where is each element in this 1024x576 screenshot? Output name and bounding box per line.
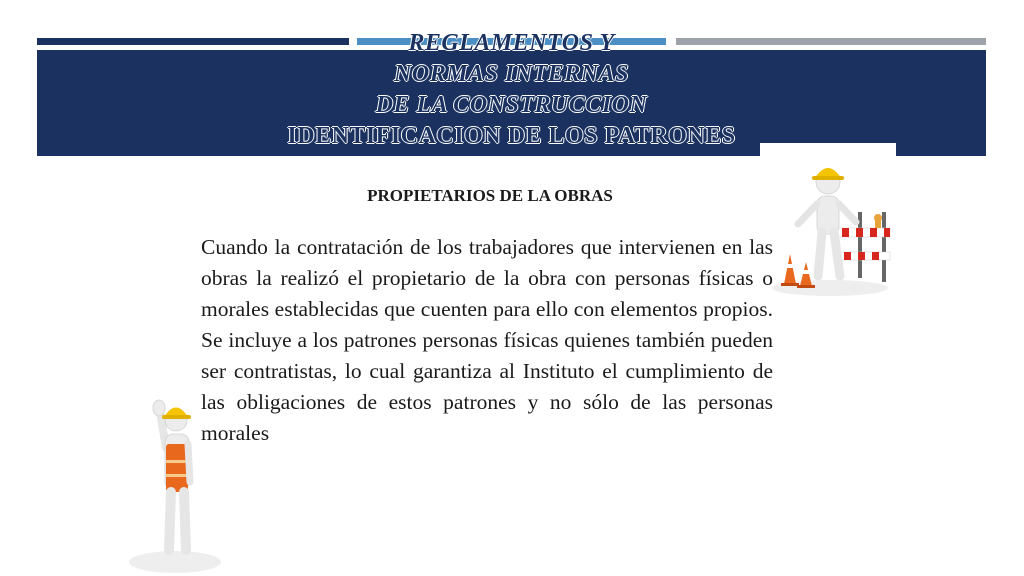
title-line-2: NORMAS INTERNAS xyxy=(394,61,629,87)
body-paragraph: Cuando la contratación de los trabajadores que intervienen en las obras la realizó el propietario de la obra con personas físicas o morales establecidas que cuenten para ello con elementos propios. Se incluye a los patrones personas físicas quienes también pueden ser contratistas, lo cual garantiza al Instituto el cumplimiento de las obligaciones de estos patrones y no sólo de las personas morales xyxy=(201,235,773,445)
title-line-4: IDENTIFICACION DE LOS PATRONES xyxy=(287,123,736,149)
person-icon xyxy=(153,400,191,550)
title-line-3: DE LA CONSTRUCCION xyxy=(375,92,648,118)
worker-with-barrier-figure xyxy=(770,152,900,300)
barrier-icon xyxy=(838,212,890,282)
figure-shadow xyxy=(129,551,221,573)
slide-title xyxy=(37,28,986,152)
section-heading: PROPIETARIOS DE LA OBRAS xyxy=(367,186,613,205)
worker-stop-hand-figure xyxy=(128,390,223,575)
title-banner xyxy=(37,30,986,156)
title-line-1: REGLAMENTOS Y xyxy=(408,30,615,56)
